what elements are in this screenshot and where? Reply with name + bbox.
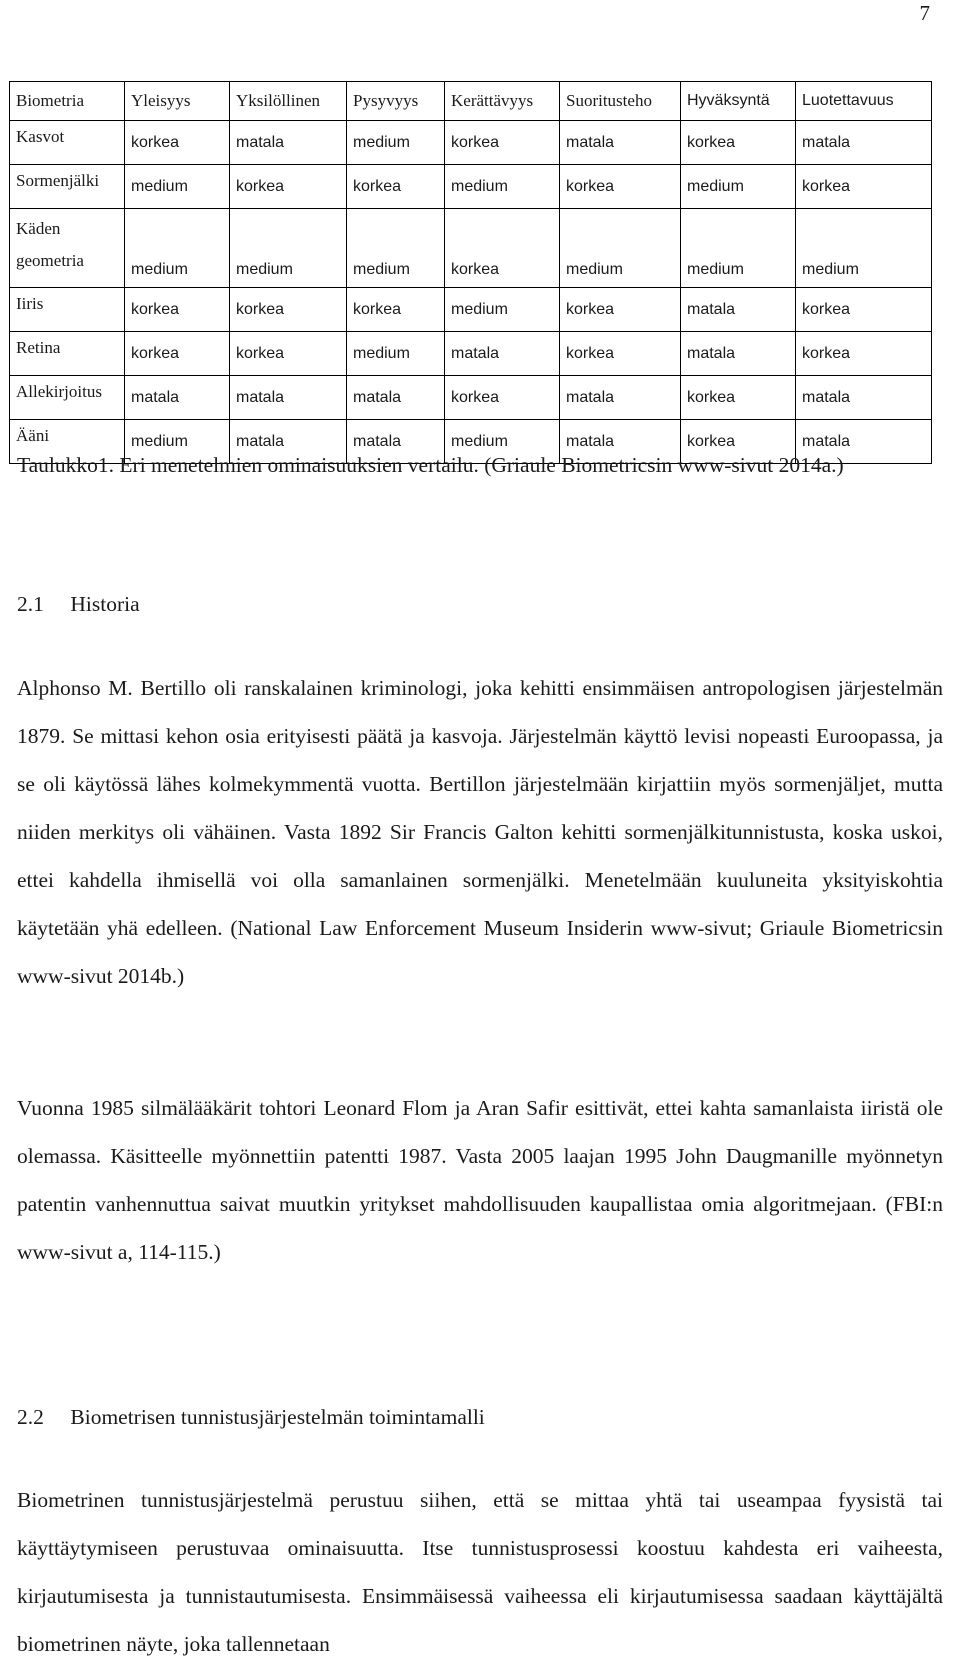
table-cell: korkea xyxy=(796,332,932,376)
table-row xyxy=(10,376,932,420)
table-cell: korkea xyxy=(125,288,230,332)
table-row xyxy=(10,121,932,165)
table-cell: matala xyxy=(560,121,681,165)
table-cell: medium xyxy=(347,121,445,165)
table-cell: matala xyxy=(681,288,796,332)
paragraph: Biometrinen tunnistusjärjestelmä perustuu siihen, että se mittaa yhtä tai useampaa fyysistä tai käyttäytymiseen perustuvaa ominaisuutta. Itse tunnistusprosessi koostuu kahdesta eri vaiheesta, kirjautumisesta ja tunnistautumisesta. Ensimmäisessä vaiheessa eli kirjautumisessa saadaan käyttäjältä biometrinen näyte, joka tallennetaan xyxy=(17,1488,943,1656)
table-row xyxy=(10,288,932,332)
page-number: 7 xyxy=(919,1,930,25)
row-label: Sormenjälki xyxy=(10,165,125,209)
table-row xyxy=(10,332,932,376)
table-cell: matala xyxy=(230,420,347,464)
table-cell: medium xyxy=(347,332,445,376)
table-cell: korkea xyxy=(347,288,445,332)
biometrics-comparison-table xyxy=(9,81,932,464)
section-heading-model xyxy=(17,1403,485,1431)
table-cell: medium xyxy=(347,209,445,288)
section-title: Biometrisen tunnistusjärjestelmän toimintamalli xyxy=(70,1405,485,1429)
table-cell: korkea xyxy=(230,332,347,376)
row-label: Allekirjoitus xyxy=(10,376,125,420)
table-cell: matala xyxy=(796,121,932,165)
table-row xyxy=(10,165,932,209)
table-cell: korkea xyxy=(445,376,560,420)
section-number: 2.1 xyxy=(17,592,44,616)
table-header-cell: Pysyvyys xyxy=(347,82,445,121)
row-label: Käden geometria xyxy=(10,209,125,288)
table-cell: medium xyxy=(796,209,932,288)
table-cell: korkea xyxy=(796,165,932,209)
table-cell: medium xyxy=(125,420,230,464)
paragraph: Vuonna 1985 silmälääkärit tohtori Leonard Flom ja Aran Safir esittivät, ettei kahta samanlaista iiristä ole olemassa. Käsitteelle myönnettiin patentti 1987. Vasta 2005 laajan 1995 John Daugmanille myönnetyn patentin vanhennuttua saivat muutkin yritykset mahdollisuuden kaupallistaa omia algoritmejaan. (FBI:n www-sivut a, 114-115.) xyxy=(17,1096,943,1264)
table-cell: korkea xyxy=(681,376,796,420)
table-cell: medium xyxy=(125,165,230,209)
table-cell: matala xyxy=(445,332,560,376)
table-cell: matala xyxy=(796,420,932,464)
table-cell: korkea xyxy=(560,332,681,376)
table-cell: korkea xyxy=(796,288,932,332)
table-cell: matala xyxy=(560,420,681,464)
section-number: 2.2 xyxy=(17,1405,44,1429)
table-cell: medium xyxy=(125,209,230,288)
row-label: Iiris xyxy=(10,288,125,332)
paragraph: Alphonso M. Bertillo oli ranskalainen kriminologi, joka kehitti ensimmäisen antropologisen järjestelmän 1879. Se mittasi kehon osia erityisesti päätä ja kasvoja. Järjestelmän käyttö levisi nopeasti Euroopassa, ja se oli käytössä lähes kolmekymmentä vuotta. Bertillon järjestelmään kirjattiin myös sormenjäljet, mutta niiden merkitys oli vähäinen. Vasta 1892 Sir Francis Galton kehitti sormenjälkitunnistusta, koska uskoi, ettei kahdella ihmisellä voi olla samanlainen sormenjälki. Menetelmään kuuluneita yksityiskohtia käytetään yhä edelleen. (National Law Enforcement Museum Insiderin www-sivut; Griaule Biometricsin www-sivut 2014b.) xyxy=(17,676,943,988)
table-cell: matala xyxy=(230,376,347,420)
table-cell: matala xyxy=(125,376,230,420)
table-cell: matala xyxy=(681,332,796,376)
table-cell: matala xyxy=(347,420,445,464)
table-cell: korkea xyxy=(445,209,560,288)
table-cell: korkea xyxy=(125,121,230,165)
table-cell: korkea xyxy=(445,121,560,165)
row-label: Retina xyxy=(10,332,125,376)
table-cell: medium xyxy=(445,288,560,332)
table-cell: korkea xyxy=(230,165,347,209)
table-cell: medium xyxy=(681,209,796,288)
table-caption: Taulukko1. Eri menetelmien ominaisuuksien vertailu. (Griaule Biometricsin www-sivut 2014a.) xyxy=(17,453,844,477)
section-title: Historia xyxy=(70,592,140,616)
table-cell: matala xyxy=(230,121,347,165)
table-cell: medium xyxy=(560,209,681,288)
table-cell: korkea xyxy=(560,288,681,332)
table-cell: korkea xyxy=(230,288,347,332)
table-cell: matala xyxy=(796,376,932,420)
table-cell: medium xyxy=(681,165,796,209)
section-heading-history xyxy=(17,590,140,618)
table-cell: korkea xyxy=(347,165,445,209)
table-header-cell: Yksilöllinen xyxy=(230,82,347,121)
table-header-cell: Biometria xyxy=(10,82,125,121)
table-cell: medium xyxy=(230,209,347,288)
table-cell: matala xyxy=(560,376,681,420)
table-header-cell: Yleisyys xyxy=(125,82,230,121)
table-header-row xyxy=(10,82,932,121)
table-header-cell: Hyväksyntä xyxy=(681,82,796,121)
table-cell: korkea xyxy=(125,332,230,376)
table-cell: korkea xyxy=(681,121,796,165)
table-cell: korkea xyxy=(681,420,796,464)
row-label: Kasvot xyxy=(10,121,125,165)
table-header-cell: Suoritusteho xyxy=(560,82,681,121)
table-row xyxy=(10,209,932,288)
table-cell: medium xyxy=(445,165,560,209)
table-cell: korkea xyxy=(560,165,681,209)
table-cell: medium xyxy=(445,420,560,464)
table-cell: matala xyxy=(347,376,445,420)
table-header-cell: Kerättävyys xyxy=(445,82,560,121)
row-label: Ääni xyxy=(10,420,125,464)
table-header-cell: Luotettavuus xyxy=(796,82,932,121)
